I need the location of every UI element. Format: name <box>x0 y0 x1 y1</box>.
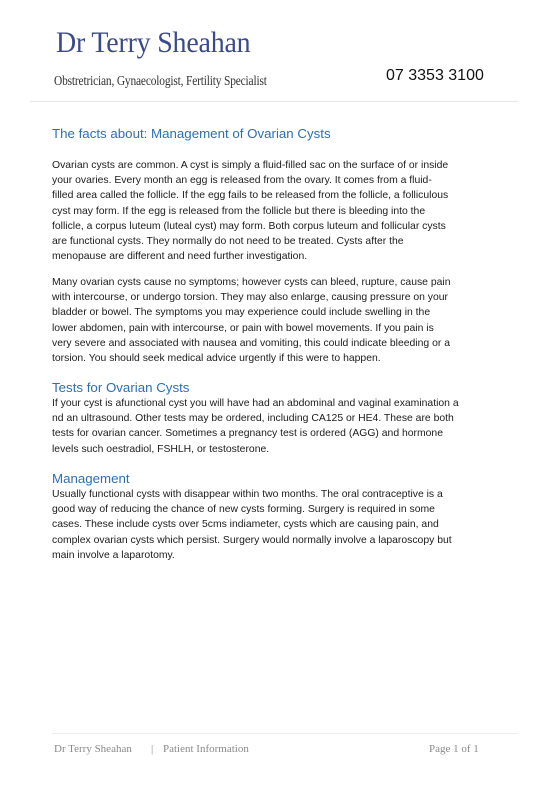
doctor-name: Dr Terry Sheahan <box>56 26 251 59</box>
tests-paragraph: If your cyst is afunctional cyst you will have had an abdominal and vaginal examination a nd an ultrasound. Other tests may be ordered, including CA125 or HE4. These are both tests for ovarian cancer. Sometimes a pregnancy test is ordered (AGG) and hormone levels such oestradiol, FSHLH, or testosterone. <box>52 398 459 455</box>
footer-separator: | <box>151 743 154 755</box>
intro-paragraph-1: Ovarian cysts are common. A cyst is simply a fluid-filled sac on the surface of or inside your ovaries. Every month an egg is released from the ovary. It comes from a fluid- filled area called the follicle. If the egg fails to be released from the follicle, a folliculous cyst may form. If the egg is released from the follicle but there is bleeding into the follicle, a corpus luteum (luteal cyst) may form. Both corpus luteum and follicular cysts are functional cysts. They normally do not need to be treated. Cysts after the menopause are different and need further investigation. <box>52 160 449 263</box>
phone-number: 07 3353 3100 <box>386 67 484 84</box>
page-title: The facts about: Management of Ovarian Cysts <box>52 126 331 141</box>
page-number: Page 1 of 1 <box>429 743 479 755</box>
intro-paragraph-2: Many ovarian cysts cause no symptoms; however cysts can bleed, rupture, cause pain with intercourse, or undergo torsion. They may also enlarge, causing pressure on your bladder or bowel. The symptoms you may experience could include swelling in the lower abdomen, pain with intercourse, or pain with bowel movements. If you pain is very severe and associated with nausea and vomiting, this could indicate bleeding or a torsion. You should seek medical advice urgently if this were to happen. <box>52 277 451 365</box>
management-paragraph: Usually functional cysts with disappear within two months. The oral contraceptive is a good way of reducing the chance of new cysts forming. Surgery is required in some cases. These include cysts over 5cms indiameter, cysts which are causing pain, and complex ovarian cysts which persist. Surgery would normally involve a laparoscopy but main involve a laparotomy. <box>52 489 452 561</box>
tests-heading: Tests for Ovarian Cysts <box>52 380 190 395</box>
footer-author: Dr Terry Sheahan <box>54 743 132 755</box>
footer-divider <box>52 733 518 734</box>
header-divider <box>30 101 518 102</box>
management-heading: Management <box>52 471 130 486</box>
doctor-specialties: Obstretrician, Gynaecologist, Fertility Specialist <box>54 73 267 88</box>
footer-label: Patient Information <box>163 743 249 755</box>
